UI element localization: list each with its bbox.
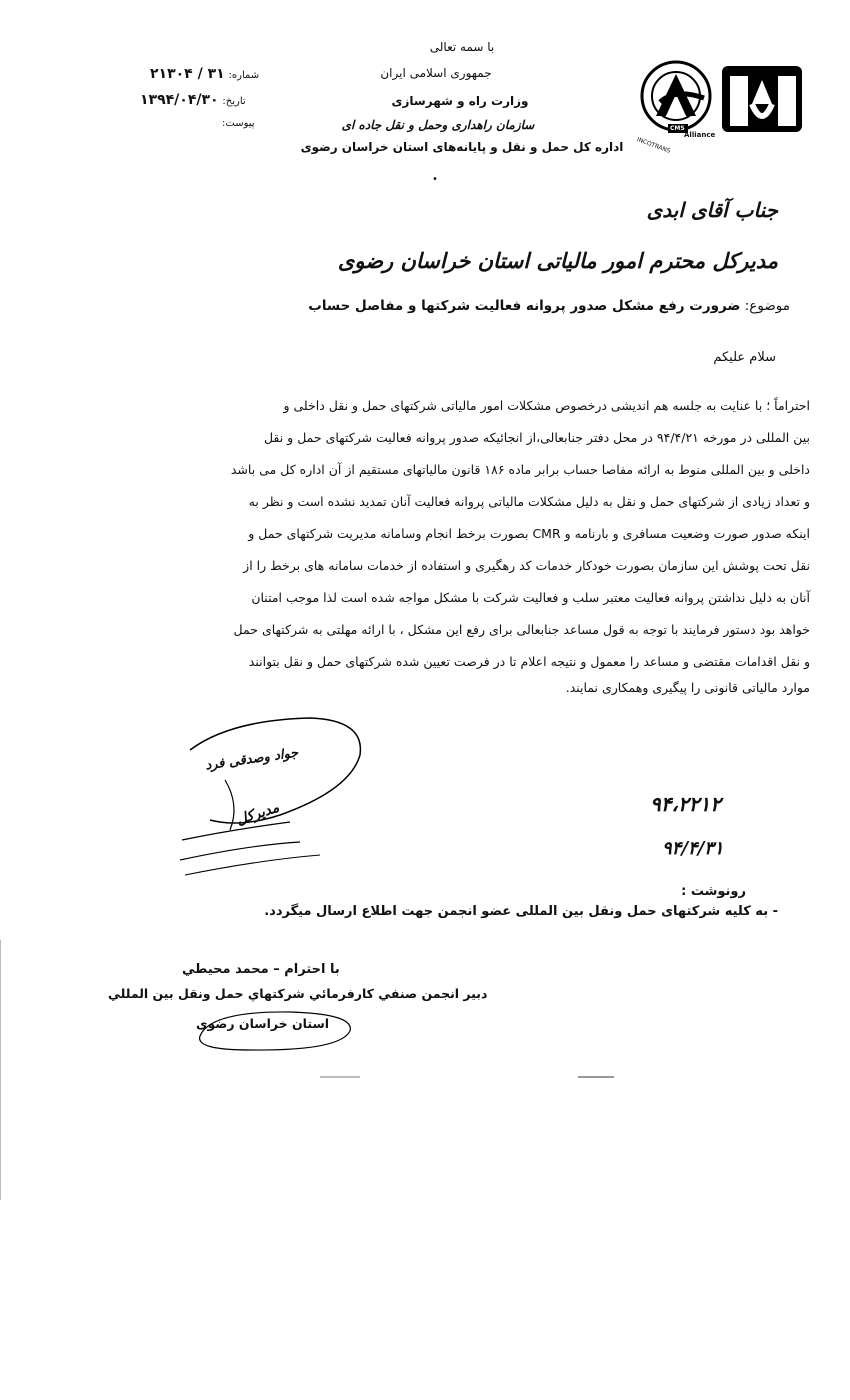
scan-mark <box>320 1076 360 1078</box>
registration-number: ۹۴،۲۲۱۲ <box>650 792 721 816</box>
scan-edge <box>0 940 1 1200</box>
handwritten-signature <box>170 710 390 880</box>
letter-attachment-label: پیوست: <box>222 118 255 129</box>
logo-badge: CMS <box>670 125 685 132</box>
body-line: آنان به دلیل نداشتن پروانه فعالیت معتبر سلب و فعالیت شرکت با مشکل مواجه شده است لذا موجب امتنان <box>251 590 810 605</box>
body-line: داخلی و بین المللی منوط به ارائه مفاصا حساب برابر ماده ۱۸۶ قانون مالیاتهای مستقیم از آن اداره کل می باشد <box>230 462 810 477</box>
forwarder-stamp-outline <box>190 1006 360 1056</box>
recipient-line2: مدیرکل محترم امور مالیاتی استان خراسان رضوی <box>337 248 778 273</box>
registration-date: ۹۴/۴/۳۱ <box>662 838 724 859</box>
header-directorate: اداره کل حمل و نقل و پایانه‌های استان خراسان رضوی <box>300 140 624 154</box>
signatory-title: مدیرکل <box>234 799 282 829</box>
subject-text: ضرورت رفع مشکل صدور پروانه فعالیت شرکتها و مفاصل حساب <box>308 298 741 314</box>
header-ministry: وزارت راه و شهرسازی <box>391 94 529 108</box>
copy-item-text: به کلیه شرکتهای حمل ونقل بین المللی عضو انجمن جهت اطلاع ارسال میگردد. <box>264 904 769 919</box>
header-bismillah: با سمه تعالی <box>429 40 495 54</box>
letter-number-row <box>150 66 259 82</box>
body-line: و نقل اقدامات مقتضی و مساعد را معمول و نتیجه اعلام تا در فرصت تعیین شده شرکتهای حمل و نقل بتوانند <box>248 654 810 669</box>
letter-date-value: ۱۳۹۴/۰۴/۳۰ <box>140 92 219 108</box>
subject-row <box>308 298 790 314</box>
body-line: نقل تحت پوشش این سازمان بصورت خودکار خدمات کد رهگیری و استفاده از خدمات سامانه های برخط را از <box>243 558 810 573</box>
letter-number-value: ۳۱ / ۲۱۳۰۴ <box>150 66 225 82</box>
organization-logo <box>634 58 810 142</box>
copy-label: رونوشت : <box>681 884 746 899</box>
body-line: خواهد بود دستور فرمایند با توجه به قول مساعد جنابعالی برای رفع این مشکل ، با ارائه مهلتی به شرکتهای حمل <box>233 622 810 637</box>
recipient-line1: جناب آقای ابدی <box>646 198 778 222</box>
letter-date-label: تاریخ: <box>222 96 246 107</box>
forwarder-line2: استان خراسان رضوی <box>196 1016 330 1031</box>
greeting: سلام علیکم <box>713 350 776 365</box>
logo-caption-left: INCOTRANS <box>635 136 672 155</box>
forwarder-closing: با احترام – محمد محیطي <box>182 962 340 977</box>
subject-label: موضوع: <box>744 298 790 314</box>
body-line: و تعداد زیادی از شرکتهای حمل و نقل به دلیل مشکلات مالیاتی پروانه فعالیت آنان تمدید نشده است و نظر به <box>248 494 810 509</box>
body-line: بین المللی در مورخه ۹۴/۴/۲۱ در محل دفتر جنابعالی،از انجائیکه صدور پروانه فعالیت شرکتهای حمل و نقل <box>263 430 810 445</box>
header-republic: جمهوری اسلامی ایران <box>380 66 492 80</box>
header-dot: • <box>432 174 438 185</box>
signatory-name: جواد وصدقی فرد <box>204 745 300 774</box>
body-line: اینکه صدور صورت وضعیت مسافری و بارنامه و CMR بصورت برخط انجام وسامانه مدیریت شرکتهای حمل و <box>248 526 810 541</box>
copy-bullet: - <box>768 904 778 919</box>
body-line: احتراماً ؛ با عنایت به جلسه هم اندیشی درخصوص مشکلات امور مالیاتی شرکتهای حمل و نقل داخلی و <box>283 398 810 413</box>
body-line: موارد مالیاتی قانونی را پیگیری وهمکاری نمایند. <box>565 680 810 695</box>
copy-item <box>264 904 778 919</box>
logo-caption-right: Alliance <box>684 131 716 139</box>
forwarder-line1: دبیر انجمن صنفي كارفرمائي شركتهاي حمل ونقل بین المللي <box>108 986 488 1001</box>
header-organization: سازمان راهداری وحمل و نقل جاده ای <box>341 118 535 132</box>
letter-date-row <box>140 92 246 108</box>
letter-number-label: شماره: <box>228 70 260 81</box>
scan-mark <box>578 1076 614 1078</box>
